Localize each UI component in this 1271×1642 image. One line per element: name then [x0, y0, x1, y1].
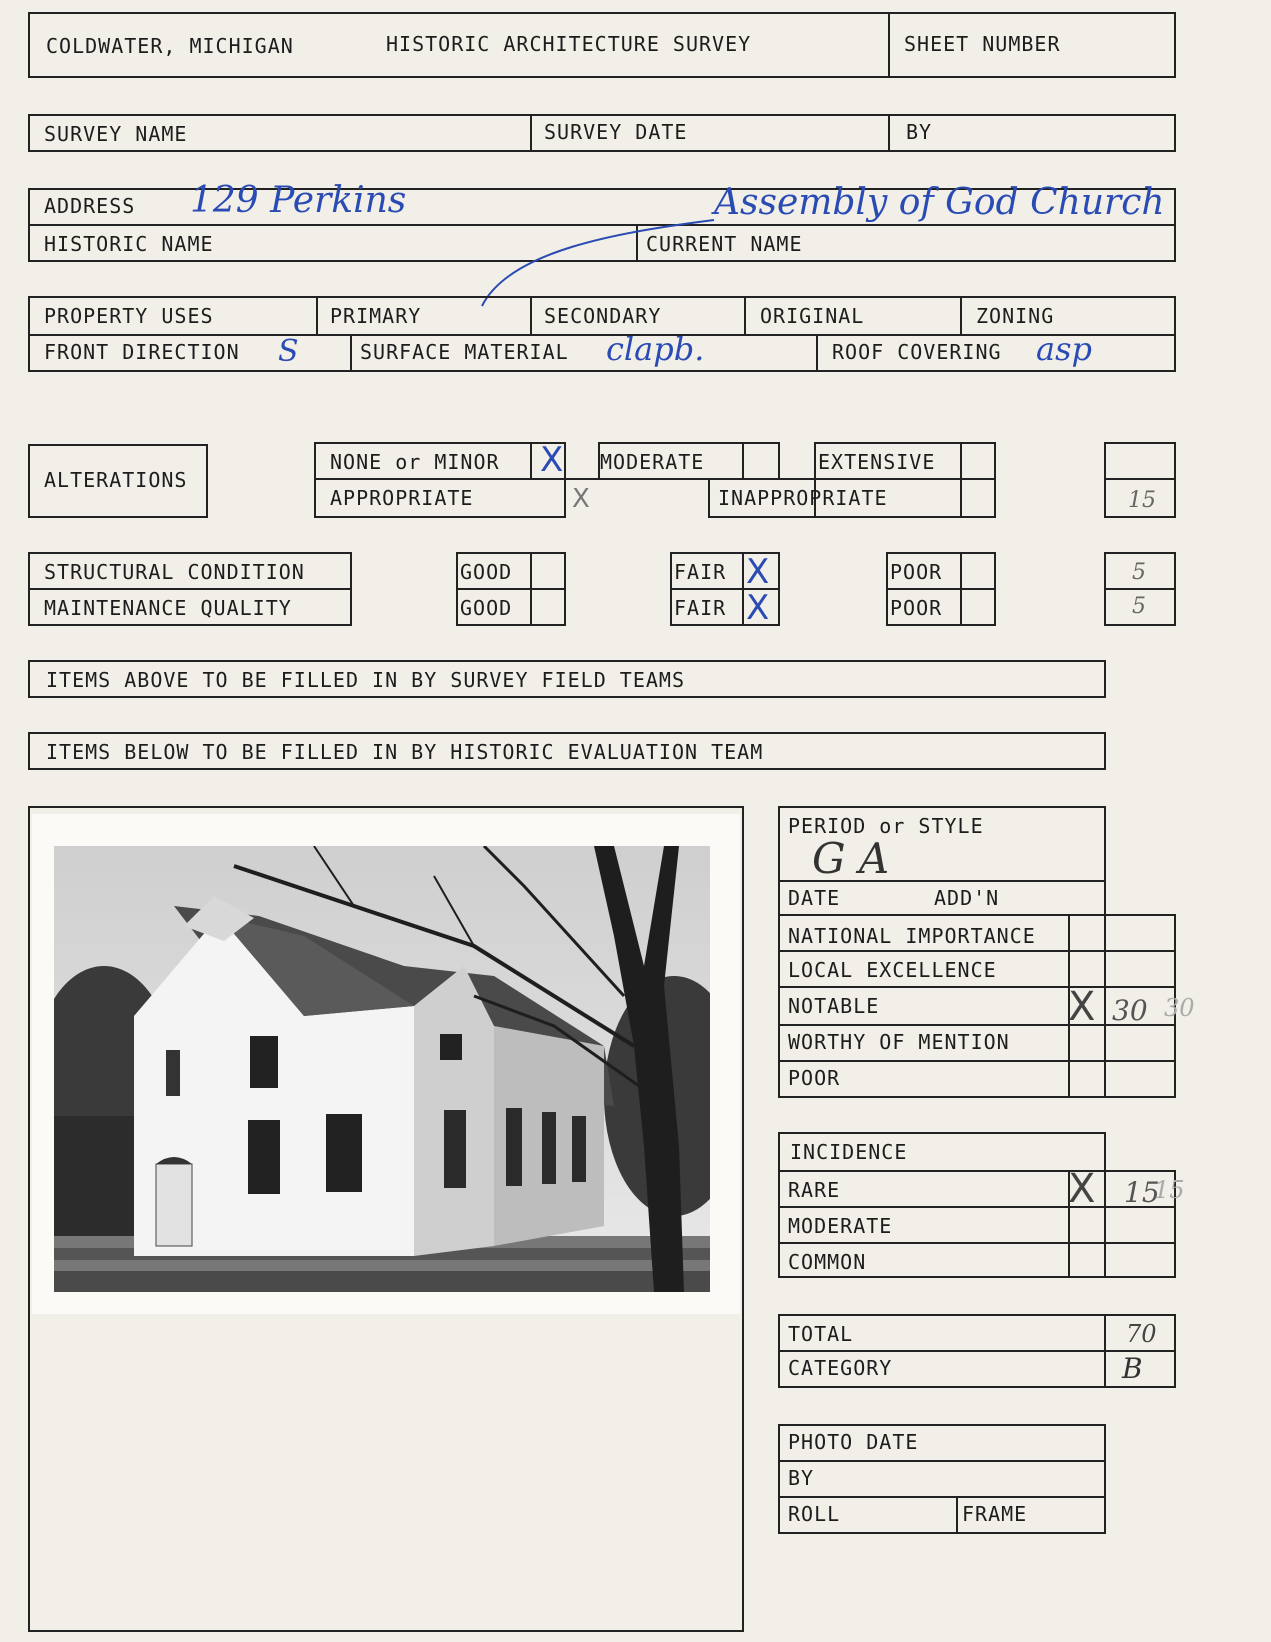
current-name-value: Assembly of God Church	[714, 182, 1165, 223]
period-style-value: G A	[812, 834, 890, 883]
historic-name-label: HISTORIC NAME	[44, 232, 214, 256]
secondary-label: SECONDARY	[544, 304, 662, 328]
extensive-label: EXTENSIVE	[818, 450, 936, 474]
front-direction-value: S	[278, 334, 299, 369]
rare-score: 15	[1124, 1176, 1160, 1209]
inappropriate-label: INAPPROPRIATE	[718, 486, 888, 510]
front-direction-label: FRONT DIRECTION	[44, 340, 240, 364]
maintenance-score: 5	[1132, 594, 1146, 619]
alterations-score: 15	[1128, 488, 1156, 513]
common-label: COMMON	[788, 1250, 867, 1274]
structural-condition-label: STRUCTURAL CONDITION	[44, 560, 305, 584]
original-label: ORIGINAL	[760, 304, 865, 328]
worthy-of-mention-label: WORTHY OF MENTION	[788, 1030, 1010, 1054]
structural-fair-mark: X	[746, 552, 770, 592]
rare-label: RARE	[788, 1178, 841, 1202]
alterations-label: ALTERATIONS	[44, 468, 188, 492]
structural-fair-label: FAIR	[674, 560, 727, 584]
addn-label: ADD'N	[934, 886, 1000, 910]
incidence-label: INCIDENCE	[790, 1140, 908, 1164]
church-photo	[54, 846, 710, 1292]
address-label: ADDRESS	[44, 194, 136, 218]
primary-label: PRIMARY	[330, 304, 422, 328]
maintenance-quality-label: MAINTENANCE QUALITY	[44, 596, 292, 620]
surface-material-value: clapb.	[606, 330, 705, 368]
photo-by-label: BY	[788, 1466, 815, 1490]
moderate-label: MODERATE	[600, 450, 705, 474]
maintenance-poor-label: POOR	[890, 596, 943, 620]
header-title: HISTORIC ARCHITECTURE SURVEY	[386, 32, 752, 56]
property-uses-label: PROPERTY USES	[44, 304, 214, 328]
note-below: ITEMS BELOW TO BE FILLED IN BY HISTORIC EVALUATION TEAM	[46, 740, 764, 764]
note-above: ITEMS ABOVE TO BE FILLED IN BY SURVEY FIELD TEAMS	[46, 668, 686, 692]
none-minor-mark: X	[540, 440, 564, 480]
photo-date-label: PHOTO DATE	[788, 1430, 919, 1454]
zoning-label: ZONING	[976, 304, 1055, 328]
date-label: DATE	[788, 886, 841, 910]
maintenance-fair-mark: X	[746, 588, 770, 628]
roof-covering-label: ROOF COVERING	[832, 340, 1002, 364]
survey-by-label: BY	[906, 120, 933, 144]
surface-material-label: SURFACE MATERIAL	[360, 340, 569, 364]
eval-poor-label: POOR	[788, 1066, 841, 1090]
total-value: 70	[1126, 1320, 1157, 1348]
survey-date-label: SURVEY DATE	[544, 120, 688, 144]
notable-label: NOTABLE	[788, 994, 880, 1018]
category-value: B	[1122, 1352, 1143, 1385]
survey-name-label: SURVEY NAME	[44, 122, 188, 146]
total-label: TOTAL	[788, 1322, 854, 1346]
structural-score: 5	[1132, 560, 1146, 585]
incidence-moderate-label: MODERATE	[788, 1214, 893, 1238]
local-excellence-label: LOCAL EXCELLENCE	[788, 958, 997, 982]
address-value: 129 Perkins	[190, 180, 407, 221]
notable-mark: X	[1068, 984, 1096, 1030]
rare-score-pencil: 15	[1154, 1176, 1185, 1204]
structural-poor-label: POOR	[890, 560, 943, 584]
period-style-label: PERIOD or STYLE	[788, 814, 984, 838]
appropriate-mark: X	[572, 484, 590, 514]
none-minor-label: NONE or MINOR	[330, 450, 500, 474]
maintenance-fair-label: FAIR	[674, 596, 727, 620]
national-importance-label: NATIONAL IMPORTANCE	[788, 924, 1036, 948]
notable-score: 30	[1112, 994, 1148, 1027]
roll-label: ROLL	[788, 1502, 841, 1526]
notable-score-pencil: 30	[1164, 994, 1195, 1022]
appropriate-label: APPROPRIATE	[330, 486, 474, 510]
category-label: CATEGORY	[788, 1356, 893, 1380]
structural-good-label: GOOD	[460, 560, 513, 584]
sheet-number-label: SHEET NUMBER	[904, 32, 1061, 56]
header-location: COLDWATER, MICHIGAN	[46, 34, 294, 58]
current-name-label: CURRENT NAME	[646, 232, 803, 256]
frame-label: FRAME	[962, 1502, 1028, 1526]
maintenance-good-label: GOOD	[460, 596, 513, 620]
rare-mark: X	[1068, 1166, 1096, 1212]
roof-covering-value: asp	[1036, 330, 1092, 368]
